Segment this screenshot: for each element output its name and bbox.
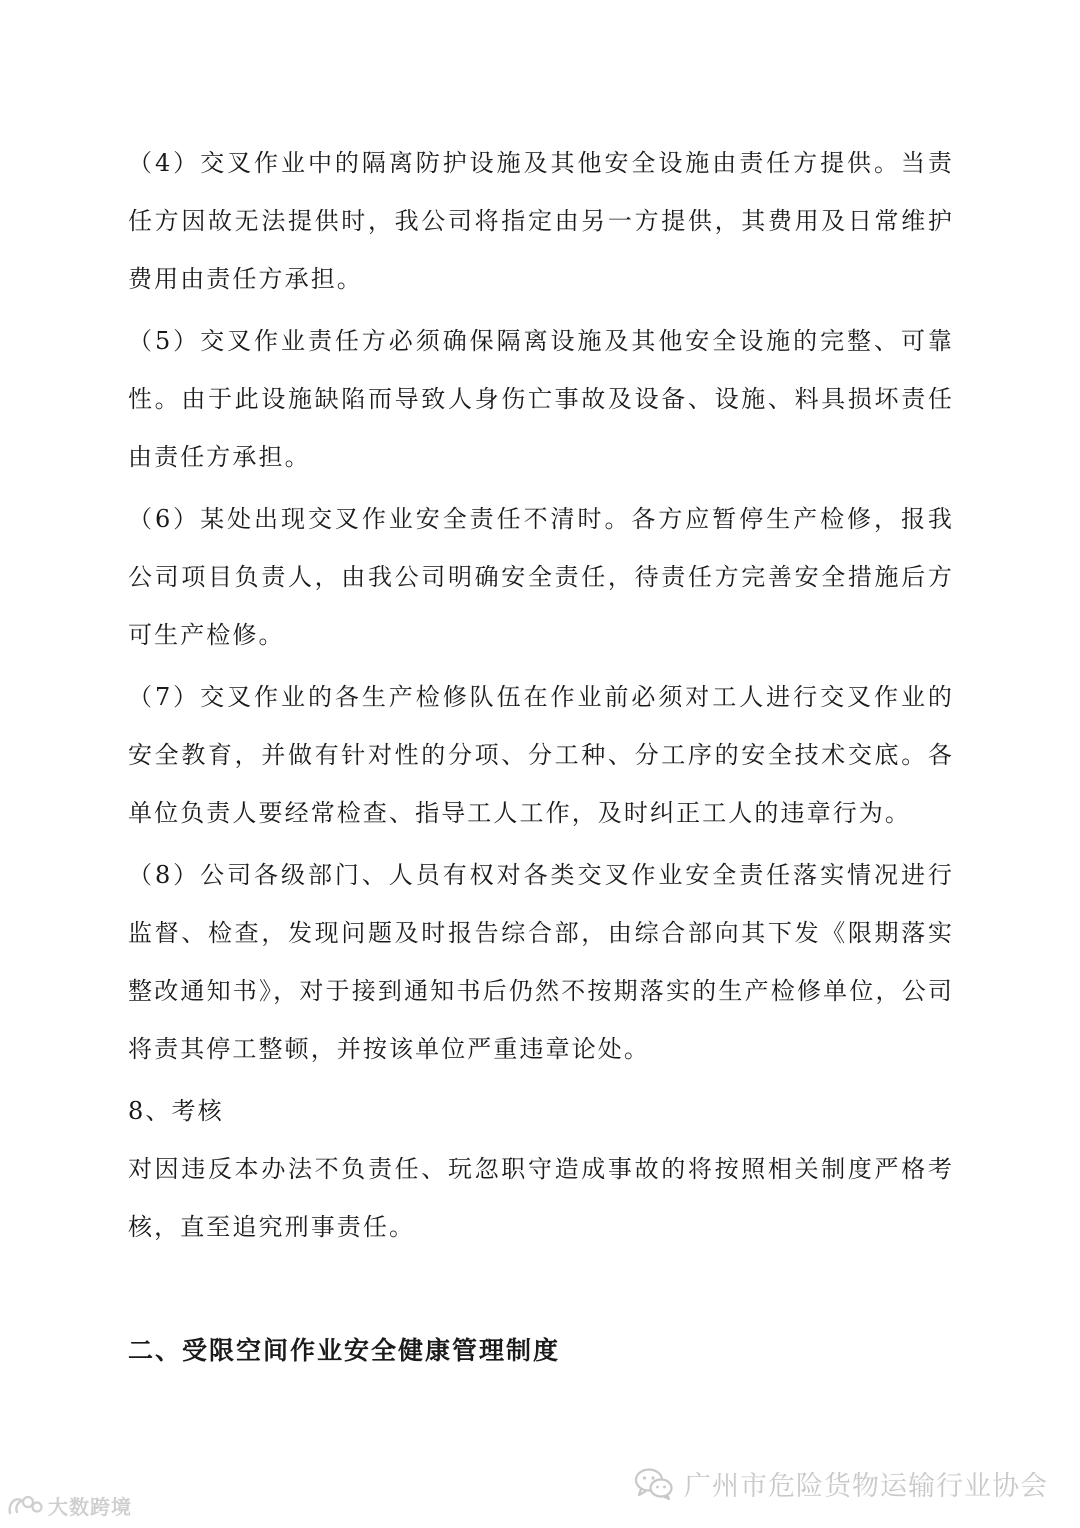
brand-logo-icon (6, 1493, 44, 1519)
paragraph-item-5: （5）交叉作业责任方必须确保隔离设施及其他安全设施的完整、可靠性。由于此设施缺陷而导致人身伤亡事故及设备、设施、料具损坏责任由责任方承担。 (128, 327, 954, 471)
assessment-heading: 8、考核 (128, 1097, 224, 1125)
paragraph-item-8: （8）公司各级部门、人员有权对各类交叉作业安全责任落实情况进行监督、检查，发现问题及时报告综合部，由综合部向其下发《限期落实整改通知书》，对于接到通知书后仍然不按期落实的生产检修单位，公司将责其停工整顿，并按该单位严重违章论处。 (128, 861, 954, 1063)
document-body (128, 134, 954, 1260)
brand-watermark-text: 大数跨境 (48, 1495, 132, 1519)
wechat-icon (634, 1467, 674, 1501)
paragraph-item-7: （7）交叉作业的各生产检修队伍在作业前必须对工人进行交叉作业的安全教育，并做有针对性的分项、分工种、分工序的安全技术交底。各单位负责人要经常检查、指导工人工作，及时纠正工人的违章行为。 (128, 683, 954, 827)
association-watermark-text: 广州市危险货物运输行业协会 (684, 1471, 1048, 1502)
paragraph-item-6: （6）某处出现交叉作业安全责任不清时。各方应暂停生产检修，报我公司项目负责人，由我公司明确安全责任，待责任方完善安全措施后方可生产检修。 (128, 505, 954, 649)
assessment-text: 对因违反本办法不负责任、玩忽职守造成事故的将按照相关制度严格考核，直至追究刑事责任。 (128, 1155, 954, 1241)
section-title: 二、受限空间作业安全健康管理制度 (128, 1336, 561, 1365)
brand-watermark (6, 1491, 132, 1520)
association-watermark (634, 1464, 1048, 1503)
paragraph-item-4: （4）交叉作业中的隔离防护设施及其他安全设施由责任方提供。当责任方因故无法提供时，我公司将指定由另一方提供，其费用及日常维护费用由责任方承担。 (128, 149, 954, 293)
